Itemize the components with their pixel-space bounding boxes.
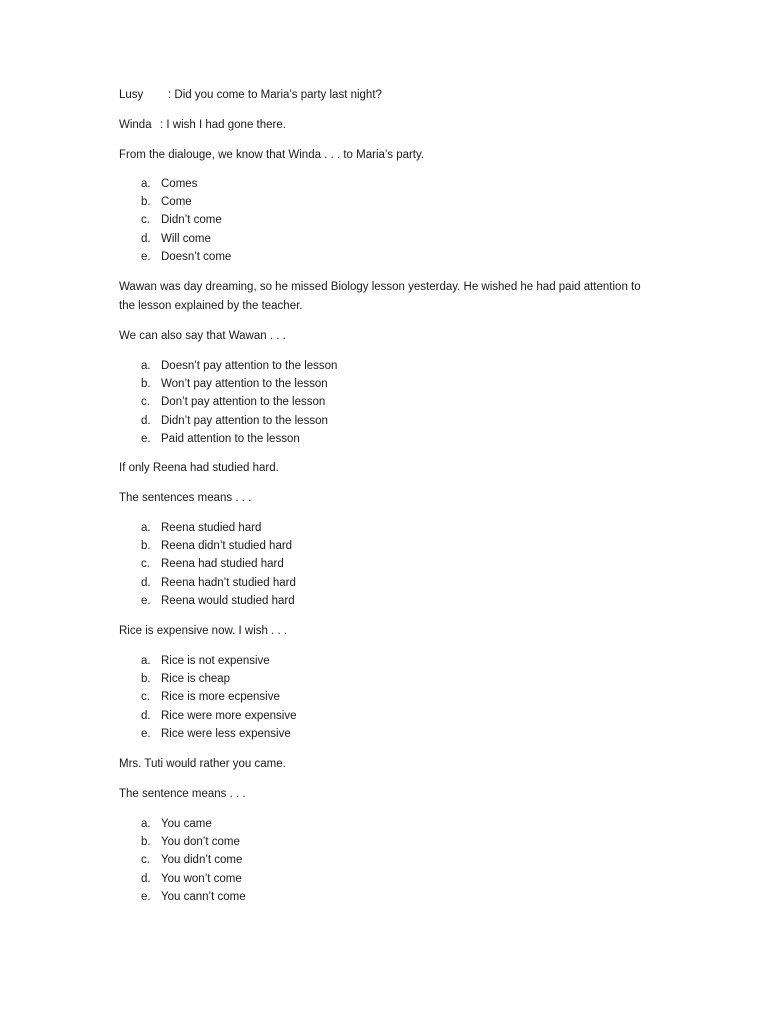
question-passage: Wawan was day dreaming, so he missed Biology lesson yesterday. He wished he had paid attention to the lesson explained by the teacher. (119, 281, 641, 312)
option-text: Paid attention to the lesson (161, 432, 300, 445)
option-text: Reena didn’t studied hard (161, 540, 293, 553)
option-item (119, 833, 246, 851)
option-item (119, 375, 337, 393)
option-text: Comes (161, 178, 198, 190)
option-text: Reena studied hard (161, 522, 262, 534)
option-letter: b. (141, 196, 151, 209)
question-statement: Mrs. Tuti would rather you came. (119, 758, 286, 770)
option-text: Rice were more expensive (161, 709, 297, 722)
option-list (119, 815, 246, 906)
option-text: Reena hadn’t studied hard (161, 576, 296, 589)
option-text: Come (161, 196, 192, 209)
option-item (119, 870, 246, 888)
option-text: Don’t pay attention to the lesson (161, 396, 326, 409)
dialogue-text: : Did you come to Maria’s party last night? (168, 89, 382, 101)
option-item (119, 248, 231, 266)
option-item (119, 393, 337, 411)
speaker-name: Lusy (119, 89, 144, 101)
option-letter: b. (141, 540, 151, 553)
option-letter: b. (141, 673, 151, 686)
option-text: Doesn’t pay attention to the lesson (161, 360, 338, 372)
option-text: Doesn’t come (161, 250, 232, 263)
option-letter: c. (141, 214, 150, 227)
option-item (119, 707, 297, 725)
option-letter: a. (141, 655, 151, 667)
option-letter: d. (141, 414, 151, 427)
option-letter: d. (141, 872, 151, 885)
option-item (119, 230, 231, 248)
option-item (119, 175, 231, 193)
option-item (119, 193, 231, 211)
option-item (119, 888, 246, 906)
option-item (119, 670, 297, 688)
option-item (119, 574, 296, 592)
question-prompt: Rice is expensive now. I wish . . . (119, 625, 288, 637)
option-text: You don’t come (161, 836, 240, 849)
question-prompt: From the dialouge, we know that Winda . . . to Maria’s party. (119, 149, 425, 161)
option-list (119, 652, 297, 743)
option-text: Reena would studied hard (161, 594, 295, 607)
option-letter: e. (141, 594, 151, 607)
option-item (119, 815, 246, 833)
option-letter: c. (141, 396, 150, 409)
question-prompt: The sentences means . . . (119, 492, 252, 504)
option-text: Will come (161, 232, 211, 245)
option-letter: a. (141, 178, 151, 190)
dialogue-line-lusy (119, 86, 382, 104)
option-text: Won’t pay attention to the lesson (161, 378, 328, 391)
dialogue-line-winda (119, 116, 286, 134)
dialogue-text: : I wish I had gone there. (160, 119, 286, 131)
speaker-name: Winda (119, 119, 152, 131)
option-item (119, 537, 296, 555)
option-text: You didn’t come (161, 854, 243, 867)
option-text: Rice were less expensive (161, 727, 291, 740)
option-item (119, 412, 337, 430)
option-letter: b. (141, 378, 151, 391)
option-letter: e. (141, 890, 151, 903)
option-letter: a. (141, 522, 151, 534)
option-item (119, 211, 231, 229)
option-item (119, 555, 296, 573)
option-text: You came (161, 818, 212, 830)
option-text: Didn’t come (161, 214, 222, 227)
option-item (119, 592, 296, 610)
option-item (119, 725, 297, 743)
option-letter: e. (141, 250, 151, 263)
option-letter: d. (141, 576, 151, 589)
option-text: Rice is cheap (161, 673, 231, 686)
option-letter: d. (141, 232, 151, 245)
option-letter: c. (141, 691, 150, 704)
option-letter: a. (141, 818, 151, 830)
option-letter: a. (141, 360, 151, 372)
option-list (119, 519, 296, 610)
option-list (119, 175, 231, 266)
question-statement: If only Reena had studied hard. (119, 462, 279, 474)
option-item (119, 519, 296, 537)
question-prompt: The sentence means . . . (119, 788, 246, 800)
option-letter: e. (141, 727, 151, 740)
option-text: You won’t come (161, 872, 242, 885)
option-list (119, 357, 337, 448)
option-letter: e. (141, 432, 151, 445)
question-prompt: We can also say that Wawan . . . (119, 330, 286, 342)
option-item (119, 652, 297, 670)
option-item (119, 688, 297, 706)
option-letter: c. (141, 558, 150, 571)
option-item (119, 430, 337, 448)
option-text: Didn’t pay attention to the lesson (161, 414, 328, 427)
option-letter: c. (141, 854, 150, 867)
option-text: Rice is more ecpensive (161, 691, 280, 704)
option-text: Reena had studied hard (161, 558, 284, 571)
option-text: Rice is not expensive (161, 655, 270, 667)
option-letter: b. (141, 836, 151, 849)
option-text: You cann’t come (161, 890, 246, 903)
option-item (119, 851, 246, 869)
option-letter: d. (141, 709, 151, 722)
option-item (119, 357, 337, 375)
